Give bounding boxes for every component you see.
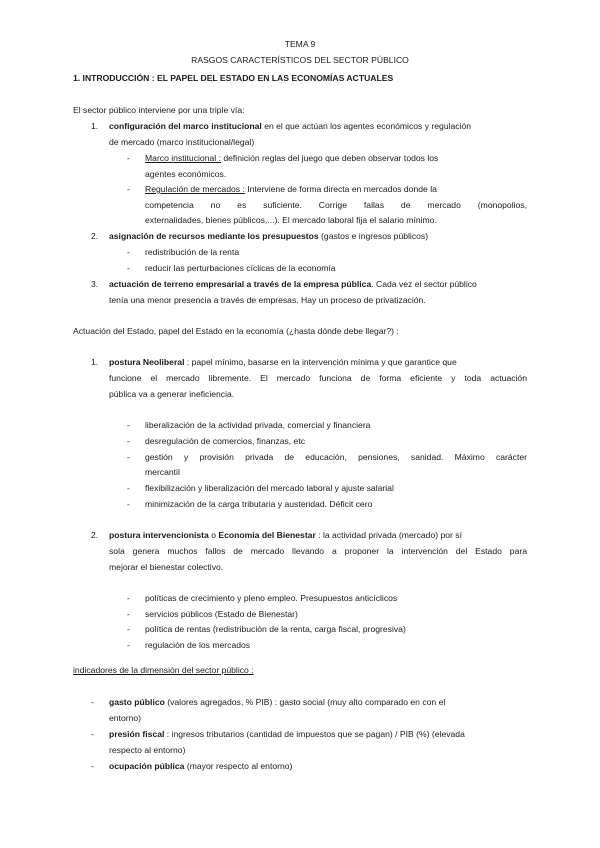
list2-item-2-sub-dash: -: [127, 609, 130, 619]
list1-num-2: 2.: [91, 231, 99, 241]
indicator-item-bold: presión fiscal: [109, 729, 165, 739]
indicator-item-bold: gasto público: [109, 697, 165, 707]
indicator-dash: -: [91, 761, 94, 771]
list2-num-2: 2.: [91, 530, 99, 540]
list1-item-1-sub1-dash: -: [127, 153, 130, 163]
list1-item-3-bold: actuación de terreno empresarial a través de la empresa pública: [109, 279, 372, 289]
sub2-rest: Interviene de forma directa en mercados donde la: [244, 184, 437, 194]
list2-item-2-sub: regulación de los mercados: [145, 640, 251, 650]
section-title-text: 1. INTRODUCCIÓN : EL PAPEL DEL ESTADO EN LAS ECONOMÍAS ACTUALES: [73, 73, 394, 83]
list1-item-3-line2: tenía una menor presencia a través de empresas. Hay un proceso de privatización.: [109, 295, 426, 305]
list1-item-2-sub1: redistribución de la renta: [145, 247, 240, 257]
indicator-item-rest: (valores agregados, % PIB) : gasto social (muy alto comparado en con el: [164, 697, 446, 707]
indicator-item-ocupacion: [109, 759, 292, 775]
list1-item-1-rest: en el que actúan los agentes económicos y regulación: [261, 121, 472, 131]
list2-item-2-line2: sola genera muchos fallos de mercado llevando a proponer la intervención del Estado para: [109, 546, 527, 556]
list1-item-1: [109, 119, 529, 135]
list1-item-2-rest: (gastos e ingresos públicos): [318, 231, 429, 241]
indicator-item-rest: (mayor respecto al entorno): [184, 761, 293, 771]
list2-item-1-sub-line2: mercantil: [145, 467, 180, 477]
list2-item-2-line3: mejorar el bienestar colectivo.: [109, 562, 224, 572]
list2-item-1-sub-dash: -: [127, 420, 130, 430]
indicator-item-line2: entorno): [109, 713, 142, 723]
list1-item-2-sub1-dash: -: [127, 247, 130, 257]
list1-item-1-sub2-dash: -: [127, 184, 130, 194]
list2-item-1-sub-dash: -: [127, 452, 130, 462]
list1-item-1-sub2-line3: externalidades, bienes públicos,...). El mercado laboral fija el salario mínimo.: [145, 215, 437, 225]
list2-item-2-sub: servicios públicos (Estado de Bienestar): [145, 609, 298, 619]
section-title: [73, 71, 393, 87]
list2-item-2-bold1: postura intervencionista: [109, 530, 209, 540]
indicator-item-bold: ocupación pública: [109, 761, 185, 771]
question-text: Actuación del Estado, papel del Estado en la economía (¿hasta dónde debe llegar?) :: [73, 326, 399, 336]
indicator-dash: -: [91, 729, 94, 739]
list2-item-2-sub-dash: -: [127, 593, 130, 603]
indicator-item-gasto: [109, 695, 527, 711]
list1-item-3-rest: . Cada vez el sector público: [371, 279, 477, 289]
list2-item-2-sub: políticas de crecimiento y pleno empleo. Presupuestos anticíclicos: [145, 593, 398, 603]
list2-item-1-sub: liberalización de la actividad privada, comercial y financiera: [145, 420, 371, 430]
list1-item-1-bold: configuración del marco institucional: [109, 121, 262, 131]
list2-item-1-sub: minimización de la carga tributaria y austeridad. Déficit cero: [145, 499, 373, 509]
list1-item-1-sub1: [145, 151, 527, 167]
list1-item-1-sub2-line2: competencia no es suficiente. Corrige fallas de mercado (monopolios,: [145, 200, 527, 210]
list1-item-2-sub2: reducir las perturbaciones cíclicas de la economía: [145, 263, 336, 273]
list1-item-1-sub1-line2: agentes económicos.: [145, 169, 227, 179]
list2-item-2-bold2: Economía del Bienestar: [218, 530, 316, 540]
list2-num-1: 1.: [91, 357, 99, 367]
list1-item-3: [109, 277, 529, 293]
sub1-rest: definición reglas del juego que deben observar todos los: [220, 153, 439, 163]
list2-item-1-sub: flexibilización y liberalización del mercado laboral y ajuste salarial: [145, 483, 394, 493]
intro-text: El sector público interviene por una triple vía:: [73, 105, 245, 115]
list2-item-1-line3: pública va a generar ineficiencia.: [109, 389, 235, 399]
indicator-item-line2: respecto al entorno): [109, 745, 186, 755]
sub1-underline: Marco institucional :: [145, 153, 221, 163]
list2-item-2-rest: : la actividad privada (mercado) por sí: [315, 530, 462, 540]
indicators-title: [73, 663, 254, 679]
list2-item-2: [109, 528, 527, 544]
list2-item-1-line2: funcione el mercado libremente. El mercado funciona de forma eficiente y toda actuación: [109, 373, 527, 383]
sub2-underline: Regulación de mercados :: [145, 184, 245, 194]
list1-num-3: 3.: [91, 279, 99, 289]
list1-item-2-sub2-dash: -: [127, 263, 130, 273]
indicator-item-presion: [109, 727, 527, 743]
list2-item-2-sub-dash: -: [127, 640, 130, 650]
list2-item-2-mid: o: [208, 530, 219, 540]
topic-subtitle: RASGOS CARACTERÍSTICOS DEL SECTOR PÚBLICO: [191, 55, 409, 65]
list2-item-1-sub-dash: -: [127, 483, 130, 493]
list2-item-1: [109, 355, 527, 371]
list2-item-1-sub: desregulación de comercios, finanzas, etc: [145, 436, 306, 446]
list1-item-1-line2: de mercado (marco institucional/legal): [109, 137, 255, 147]
list2-item-1-sub-dash: -: [127, 499, 130, 509]
list1-item-2: [109, 229, 428, 245]
list2-item-1-sub: gestión y provisión privada de educación, pensiones, sanidad. Máximo carácter: [145, 452, 527, 462]
list2-item-2-sub-dash: -: [127, 624, 130, 634]
list1-item-1-sub2: [145, 182, 527, 198]
list1-item-2-bold: asignación de recursos mediante los presupuestos: [109, 231, 319, 241]
indicator-item-rest: : ingresos tributarios (cantidad de impuestos que se pagan) / PIB (%) (elevada: [164, 729, 465, 739]
list1-num-1: 1.: [91, 121, 99, 131]
list2-item-1-sub-dash: -: [127, 436, 130, 446]
list2-item-1-rest: : papel mínimo, basarse en la intervención mínima y que garantice que: [184, 357, 457, 367]
indicator-dash: -: [91, 697, 94, 707]
list2-item-1-bold: postura Neoliberal: [109, 357, 185, 367]
list2-item-2-sub: política de rentas (redistribución de la renta, carga fiscal, progresiva): [145, 624, 406, 634]
topic-heading: TEMA 9: [284, 39, 316, 49]
indicators-title-text: indicadores de la dimensión del sector público :: [73, 665, 254, 675]
